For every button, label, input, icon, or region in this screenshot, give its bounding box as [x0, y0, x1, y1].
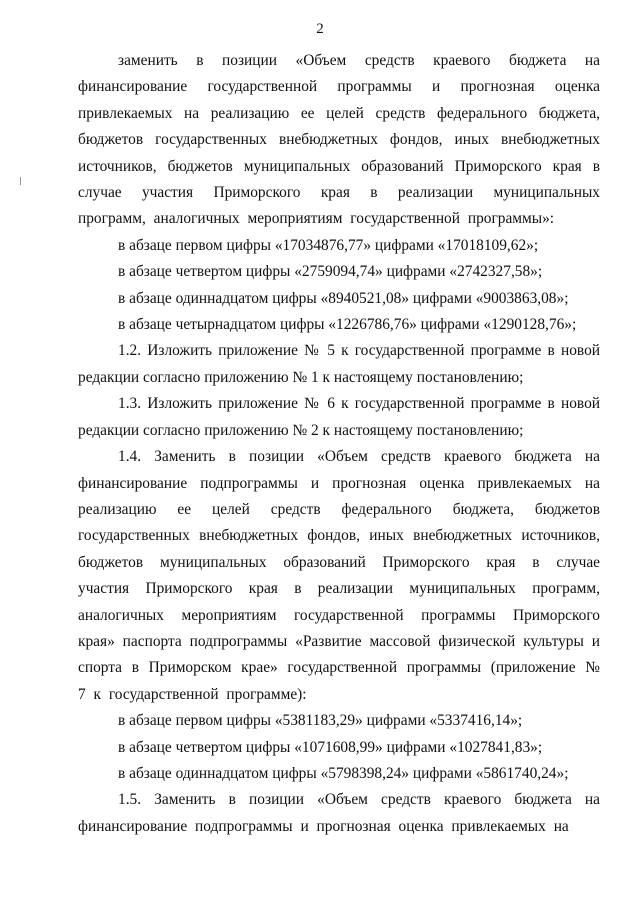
- paragraph-subprogram-first-abzac: в абзаце первом цифры «5381183,29» цифрами «5337416,14»;: [118, 712, 523, 730]
- page-number: 2: [316, 21, 324, 37]
- document-body: [78, 48, 600, 840]
- paragraph-subprogram-eleventh-abzac: в абзаце одиннадцатом цифры «5798398,24» цифрами «5861740,24»;: [118, 764, 569, 782]
- paragraph-item-1-4: 1.4. Заменить в позиции «Объем средств краевого бюджета на финансирование подпрограммы и прогнозная оценка привлекаемых на реализацию ее целей средств федерального бюджета, бюджетов государственных внебюджетных фондов, иных внебюджетных источников, бюджетов муниципальных образований Приморского края в случае участия Приморского края в реализации муниципальных программ, аналогичных мероприятиям государственной программы Приморского края» паспорта подпрограммы «Развитие массовой физической культуры и спорта в Приморском крае» государственной программы (приложение № 7 к государственной программе):: [78, 448, 600, 703]
- paragraph-subprogram-fourth-abzac: в абзаце четвертом цифры «1071608,99» цифрами «1027841,83»;: [118, 738, 543, 756]
- paragraph-item-1-5: 1.5. Заменить в позиции «Объем средств краевого бюджета на финансирование подпрограммы и прогнозная оценка привлекаемых на: [78, 791, 600, 835]
- margin-mark: [20, 177, 21, 185]
- paragraph-amendment-first-abzac: в абзаце первом цифры «17034876,77» цифрами «17018109,62»;: [118, 236, 539, 254]
- paragraph-amendment-fourteenth-abzac: в абзаце четырнадцатом цифры «1226786,76» цифрами «1290128,76»;: [118, 316, 577, 334]
- paragraph-amendment-fourth-abzac: в абзаце четвертом цифры «2759094,74» цифрами «2742327,58»;: [118, 263, 543, 281]
- paragraph-item-1-2: 1.2. Изложить приложение № 5 к государственной программе в новой редакции согласно приложению № 1 к настоящему постановлению;: [78, 342, 600, 386]
- paragraph-item-1-3: 1.3. Изложить приложение № 6 к государственной программе в новой редакции согласно приложению № 2 к настоящему постановлению;: [78, 395, 600, 439]
- paragraph-replace-position: заменить в позиции «Объем средств краевого бюджета на финансирование государственной программы и прогнозная оценка привлекаемых на реализацию ее целей средств федерального бюджета, бюджетов государственных внебюджетных фондов, иных внебюджетных источников, бюджетов муниципальных образований Приморского края в случае участия Приморского края в реализации муниципальных программ, аналогичных мероприятиям государственной программы»:: [78, 52, 600, 228]
- paragraph-amendment-eleventh-abzac: в абзаце одиннадцатом цифры «8940521,08» цифрами «9003863,08»;: [118, 289, 569, 307]
